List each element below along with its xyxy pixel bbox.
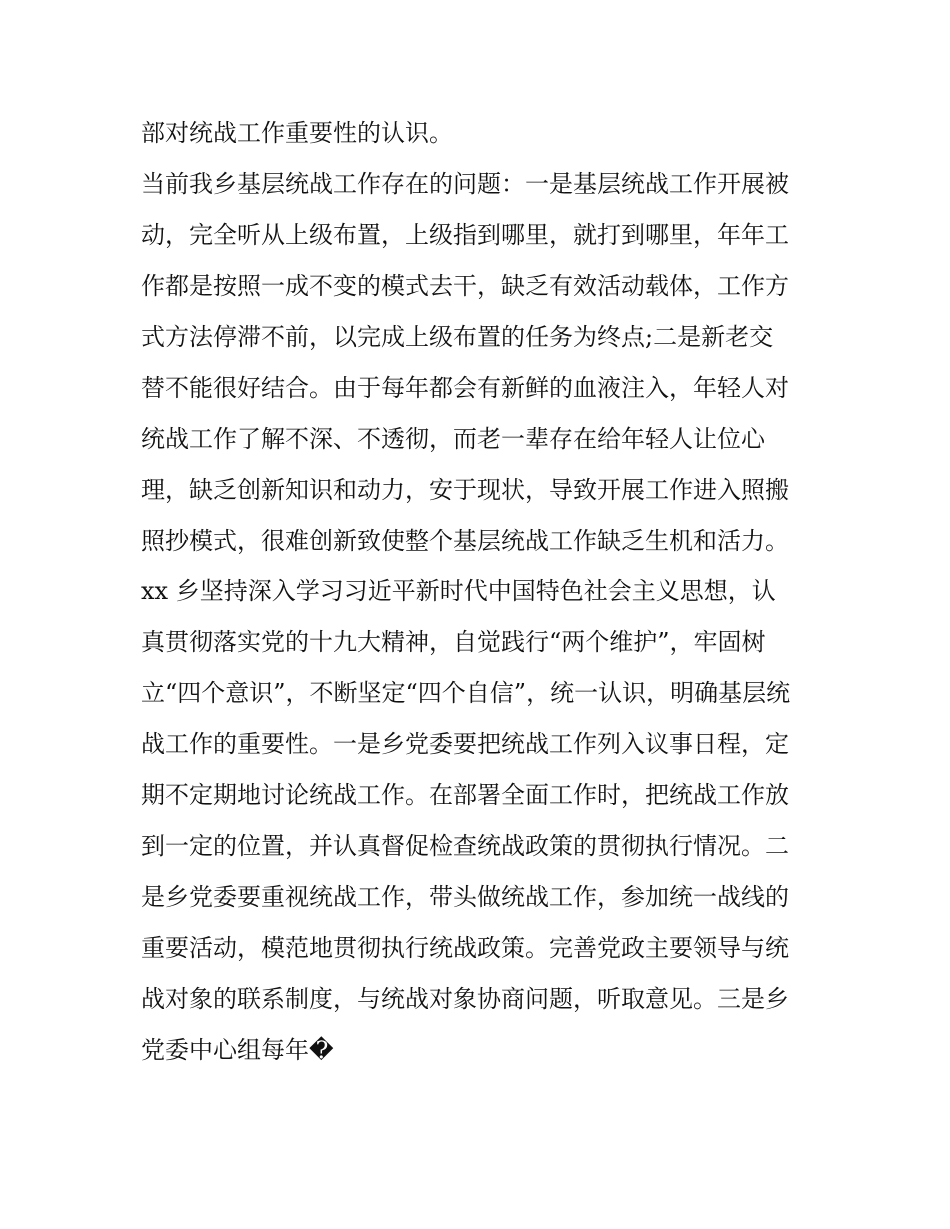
text-line: xx 乡坚持深入学习习近平新时代中国特色社会主义思想，认 [141, 577, 776, 606]
text-line: 党委中心组每年� [141, 1035, 334, 1064]
text-line: 立“四个意识”，不断坚定“四个自信”，统一认识，明确基层统 [141, 679, 791, 708]
text-line: 战对象的联系制度，与统战对象协商问题，听取意见。三是乡 [141, 984, 789, 1013]
text-line: 真贯彻落实党的十九大精神，自觉践行“两个维护”，牢固树 [141, 628, 766, 657]
text-line: 部对统战工作重要性的认识。 [141, 119, 453, 147]
text-line: 照抄模式，很难创新致使整个基层统战工作缺乏生机和活力。 [141, 526, 789, 555]
text-line: 期不定期地讨论统战工作。在部署全面工作时，把统战工作放 [141, 781, 789, 810]
text-line: 战工作的重要性。一是乡党委要把统战工作列入议事日程，定 [141, 730, 789, 759]
text-line: 作都是按照一成不变的模式去干，缺乏有效活动载体，工作方 [141, 271, 789, 300]
text-line: 当前我乡基层统战工作存在的问题：一是基层统战工作开展被 [141, 169, 789, 198]
text-line: 到一定的位置，并认真督促检查统战政策的贯彻执行情况。二 [141, 832, 789, 861]
text-line: 动，完全听从上级布置，上级指到哪里，就打到哪里，年年工 [141, 220, 789, 249]
body-text [141, 108, 821, 1076]
text-line: 式方法停滞不前，以完成上级布置的任务为终点;二是新老交 [141, 322, 774, 351]
text-line: 替不能很好结合。由于每年都会有新鲜的血液注入，年轻人对 [141, 373, 789, 402]
text-line: 是乡党委要重视统战工作，带头做统战工作，参加统一战线的 [141, 883, 789, 912]
text-line: 重要活动，模范地贯彻执行统战政策。完善党政主要领导与统 [141, 934, 789, 962]
text-line: 统战工作了解不深、不透彻，而老一辈存在给年轻人让位心 [141, 424, 765, 453]
text-line: 理，缺乏创新知识和动力，安于现状，导致开展工作进入照搬 [141, 475, 789, 504]
